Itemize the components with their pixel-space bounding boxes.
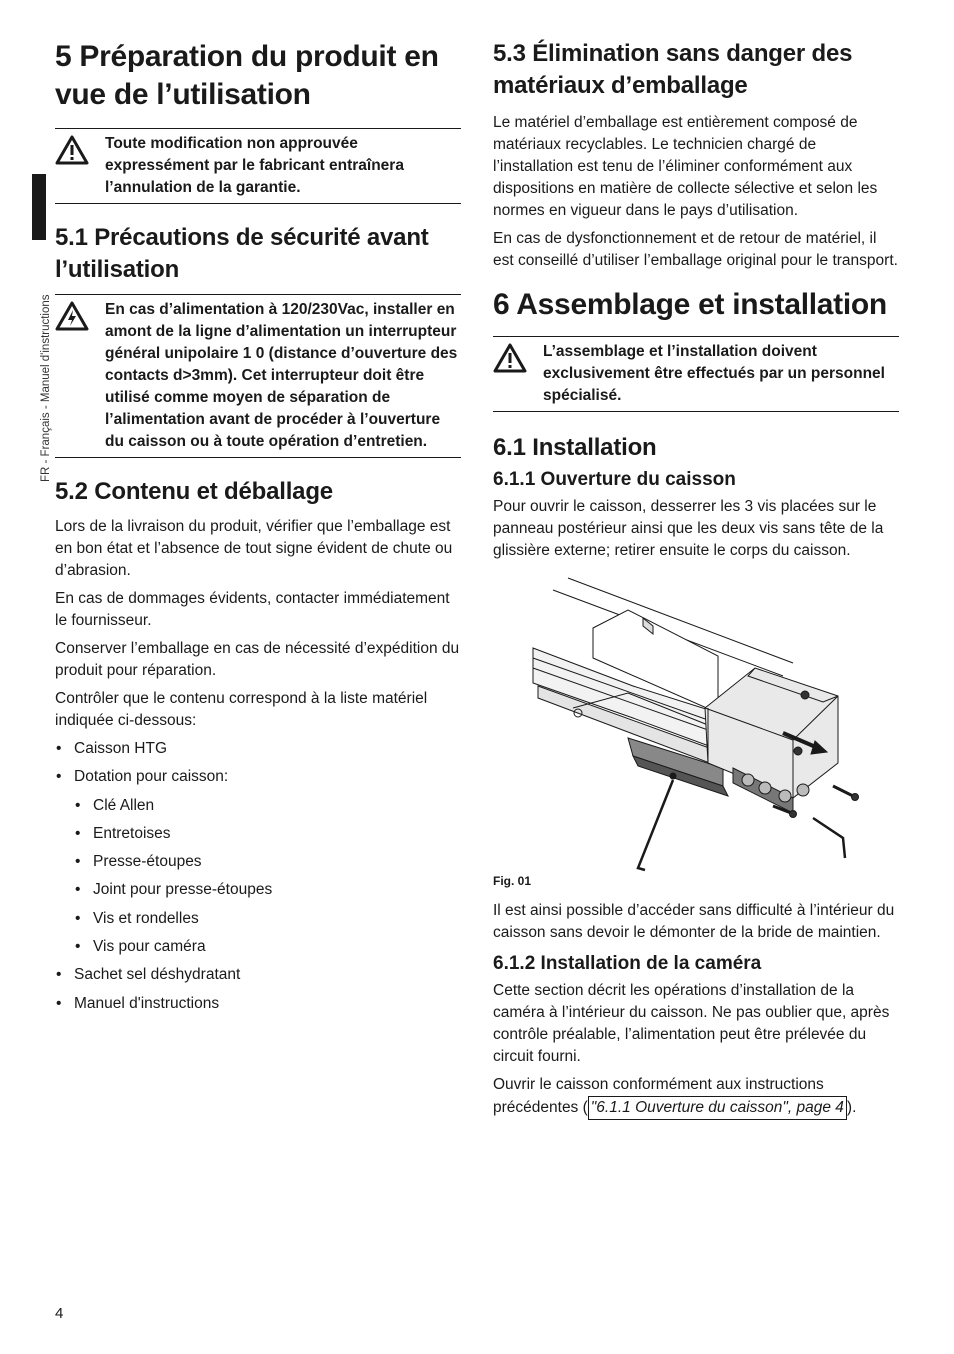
list-item: • Dotation pour caisson: (55, 766, 461, 788)
warning-text-warranty: Toute modification non approuvée expressément par le fabricant entraînera l’annulation de la garantie. (105, 135, 404, 196)
warning-icon (493, 341, 543, 407)
list-item: • Vis pour caméra (74, 936, 461, 958)
housing-illustration (493, 568, 899, 874)
cross-reference-link[interactable]: "6.1.1 Ouverture du caisson", page 4 (588, 1096, 847, 1120)
warning-text-specialist: L’assemblage et l’installation doivent exclusivement être effectués par un personnel spécialisé. (543, 343, 885, 404)
figure-caption: Fig. 01 (493, 874, 532, 888)
section-6-1-1-heading: 6.1.1 Ouverture du caisson (493, 469, 736, 490)
section-5-2-heading: 5.2 Contenu et déballage (55, 478, 333, 505)
paragraph: Lors de la livraison du produit, vérifier que l’emballage est en bon état et l’absence de tout signe évident de chute ou d’abrasion. (55, 518, 453, 579)
side-label: FR - Français - Manuel d'instructions (40, 294, 52, 482)
section-5-3-heading: 5.3 Élimination sans danger des matériaux d’emballage (493, 40, 853, 99)
list-item: • Manuel d'instructions (55, 993, 461, 1015)
text: ). (846, 1099, 857, 1116)
paragraph-with-link (493, 1074, 899, 1120)
contents-list-bottom (55, 964, 461, 1014)
paragraph: Pour ouvrir le caisson, desserrer les 3 vis placées sur le panneau postérieur ainsi que les deux vis sans tête de la glissière externe; retirer ensuite le corps du caisson. (493, 498, 884, 559)
section-5-heading: 5 Préparation du produit en vue de l’utilisation (55, 40, 439, 111)
paragraph: Le matériel d’emballage est entièrement composé de matériaux recyclables. Le technicien chargé de l’installation est tenu de l’éliminer conformément aux dispositions en matière de collecte sélective et selon les normes en vigueur dans le pays d’utilisation. (493, 114, 878, 219)
list-item: • Joint pour presse-étoupes (74, 879, 461, 901)
section-6-heading: 6 Assemblage et installation (493, 288, 887, 321)
warning-box-electrical (55, 294, 461, 458)
right-column (493, 38, 899, 1126)
list-item: • Clé Allen (74, 795, 461, 817)
section-6-1-2-heading: 6.1.2 Installation de la caméra (493, 953, 762, 974)
warning-box-specialist (493, 336, 899, 412)
list-item: • Sachet sel déshydratant (55, 964, 461, 986)
warning-box-warranty (55, 128, 461, 204)
paragraph: Cette section décrit les opérations d’installation de la caméra à l’intérieur du caisson. Ne pas oublier que, après contrôle préalable, l’alimentation peut être prélevée du circuit fourni. (493, 982, 890, 1065)
figure-housing-opening (493, 568, 899, 874)
side-tab-marker (32, 174, 46, 240)
page-number: 4 (55, 1305, 64, 1322)
contents-sublist (55, 795, 461, 958)
text: Ouvrir le caisson conformément aux instructions précédentes ( (493, 1076, 824, 1116)
left-column (55, 38, 461, 1021)
paragraph: Il est ainsi possible d’accéder sans difficulté à l’intérieur du caisson sans devoir le démonter de la bride de maintien. (493, 902, 895, 941)
paragraph: Conserver l’emballage en cas de nécessité d’expédition du produit pour réparation. (55, 640, 460, 679)
section-6-1-heading: 6.1 Installation (493, 434, 657, 461)
paragraph: En cas de dommages évidents, contacter immédiatement le fournisseur. (55, 590, 450, 629)
warning-icon (55, 133, 105, 199)
paragraph: Contrôler que le contenu correspond à la liste matériel indiquée ci-dessous: (55, 690, 428, 729)
list-item: • Caisson HTG (55, 738, 461, 760)
list-item: • Presse-étoupes (74, 851, 461, 873)
list-item: • Entretoises (74, 823, 461, 845)
section-5-1-heading: 5.1 Précautions de sécurité avant l’utilisation (55, 224, 429, 283)
paragraph: En cas de dysfonctionnement et de retour de matériel, il est conseillé d’utiliser l’emballage original pour le transport. (493, 230, 898, 269)
warning-text-electrical: En cas d’alimentation à 120/230Vac, installer en amont de la ligne d’alimentation un interrupteur général unipolaire 1 0 (distance d’ouverture des contacts d>3mm). Cet interrupteur doit être utilisé comme moyen de séparation de l’alimentation avant de procéder à l’ouverture du caisson ou à toute opération d’entretien. (105, 301, 458, 450)
electrical-hazard-icon (55, 299, 105, 453)
list-item: • Vis et rondelles (74, 908, 461, 930)
contents-list (55, 738, 461, 788)
